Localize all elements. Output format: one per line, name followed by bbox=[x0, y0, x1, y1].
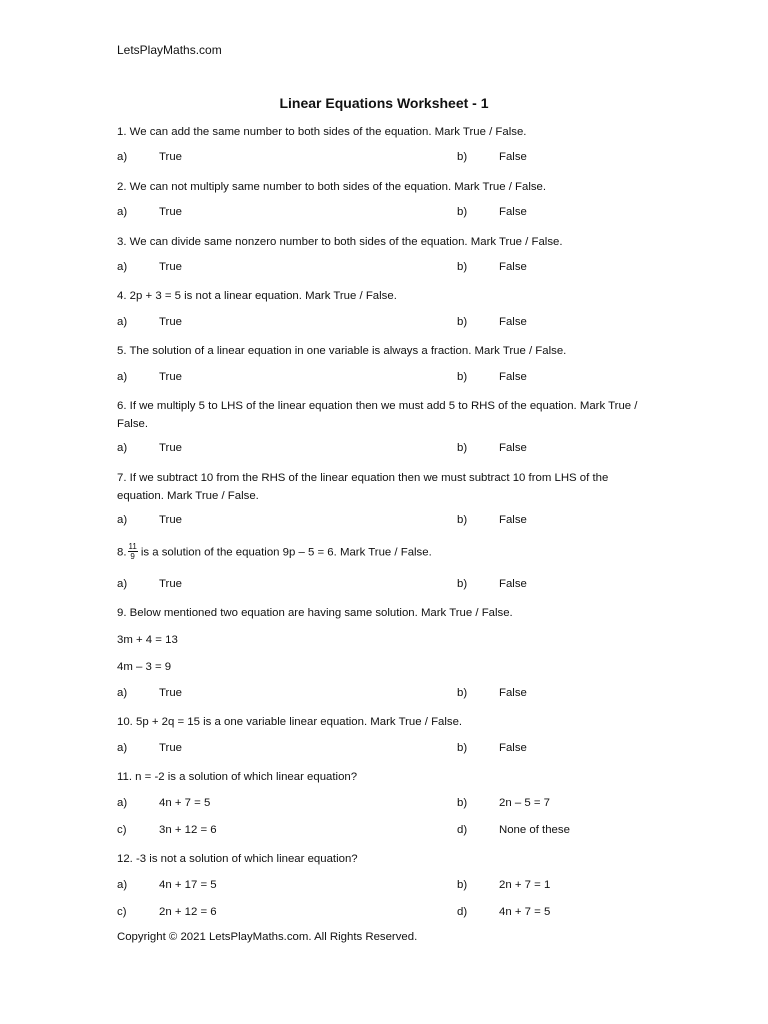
question-9: 9. Below mentioned two equation are having same solution. Mark True / False. bbox=[117, 607, 513, 619]
site-name: LetsPlayMaths.com bbox=[117, 43, 222, 57]
question-7: 7. If we subtract 10 from the RHS of the linear equation then we must subtract 10 from LHS of the equation. Mark True / False. bbox=[117, 472, 609, 502]
copyright-footer: Copyright © 2021 LetsPlayMaths.com. All Rights Reserved. bbox=[117, 931, 418, 943]
question-4-option-b: False bbox=[499, 316, 527, 328]
option-label-b: b) bbox=[457, 261, 468, 273]
question-8-option-a: True bbox=[159, 578, 182, 590]
question-10-option-a: True bbox=[159, 742, 182, 754]
question-12-option-b: 2n + 7 = 1 bbox=[499, 879, 551, 891]
option-label-a: a) bbox=[117, 261, 128, 273]
option-label-b: b) bbox=[457, 879, 468, 891]
option-label-d: d) bbox=[457, 906, 468, 918]
question-8-option-b: False bbox=[499, 578, 527, 590]
option-label-b: b) bbox=[457, 151, 468, 163]
option-label-a: a) bbox=[117, 797, 128, 809]
option-label-a: a) bbox=[117, 578, 128, 590]
question-11: 11. n = -2 is a solution of which linear equation? bbox=[117, 771, 358, 783]
option-label-c: c) bbox=[117, 906, 127, 918]
question-7-option-b: False bbox=[499, 514, 527, 526]
fraction-numerator: 11 bbox=[128, 542, 137, 551]
option-label-a: a) bbox=[117, 371, 128, 383]
question-9-option-a: True bbox=[159, 687, 182, 699]
fraction-denominator: 9 bbox=[130, 552, 135, 561]
option-label-a: a) bbox=[117, 206, 128, 218]
question-5-option-a: True bbox=[159, 371, 182, 383]
question-1-option-a: True bbox=[159, 151, 182, 163]
option-label-d: d) bbox=[457, 824, 468, 836]
option-label-b: b) bbox=[457, 742, 468, 754]
question-3-option-a: True bbox=[159, 261, 182, 273]
option-label-b: b) bbox=[457, 687, 468, 699]
question-9-option-b: False bbox=[499, 687, 527, 699]
question-12-option-c: 2n + 12 = 6 bbox=[159, 906, 217, 918]
question-6-option-a: True bbox=[159, 442, 182, 454]
question-3: 3. We can divide same nonzero number to both sides of the equation. Mark True / False. bbox=[117, 236, 563, 248]
option-label-b: b) bbox=[457, 578, 468, 590]
option-label-a: a) bbox=[117, 514, 128, 526]
option-label-b: b) bbox=[457, 514, 468, 526]
question-5: 5. The solution of a linear equation in one variable is always a fraction. Mark True / False. bbox=[117, 345, 567, 357]
option-label-b: b) bbox=[457, 206, 468, 218]
page-title: Linear Equations Worksheet - 1 bbox=[279, 95, 489, 111]
option-label-c: c) bbox=[117, 824, 127, 836]
question-2-option-b: False bbox=[499, 206, 527, 218]
question-11-option-c: 3n + 12 = 6 bbox=[159, 824, 217, 836]
question-11-option-a: 4n + 7 = 5 bbox=[159, 797, 211, 809]
option-label-b: b) bbox=[457, 442, 468, 454]
question-4: 4. 2p + 3 = 5 is not a linear equation. Mark True / False. bbox=[117, 290, 397, 302]
question-10: 10. 5p + 2q = 15 is a one variable linear equation. Mark True / False. bbox=[117, 716, 463, 728]
question-2: 2. We can not multiply same number to both sides of the equation. Mark True / False. bbox=[117, 181, 547, 193]
question-1: 1. We can add the same number to both sides of the equation. Mark True / False. bbox=[117, 126, 527, 138]
option-label-a: a) bbox=[117, 687, 128, 699]
question-12: 12. -3 is not a solution of which linear equation? bbox=[117, 853, 358, 865]
question-11-option-b: 2n – 5 = 7 bbox=[499, 797, 550, 809]
fraction bbox=[128, 542, 138, 561]
question-8-number: 8. bbox=[117, 546, 127, 559]
option-label-a: a) bbox=[117, 316, 128, 328]
question-2-option-a: True bbox=[159, 206, 182, 218]
question-6-option-b: False bbox=[499, 442, 527, 454]
question-7-option-a: True bbox=[159, 514, 182, 526]
question-4-option-a: True bbox=[159, 316, 182, 328]
question-8 bbox=[117, 543, 432, 562]
option-label-b: b) bbox=[457, 316, 468, 328]
question-9-equation-2: 4m – 3 = 9 bbox=[117, 661, 172, 673]
option-label-b: b) bbox=[457, 797, 468, 809]
question-9-equation-1: 3m + 4 = 13 bbox=[117, 634, 178, 646]
question-12-option-a: 4n + 17 = 5 bbox=[159, 879, 217, 891]
question-10-option-b: False bbox=[499, 742, 527, 754]
question-8-text: is a solution of the equation 9p – 5 = 6. Mark True / False. bbox=[140, 546, 432, 559]
option-label-a: a) bbox=[117, 879, 128, 891]
option-label-b: b) bbox=[457, 371, 468, 383]
question-1-option-b: False bbox=[499, 151, 527, 163]
question-12-option-d: 4n + 7 = 5 bbox=[499, 906, 551, 918]
option-label-a: a) bbox=[117, 151, 128, 163]
question-5-option-b: False bbox=[499, 371, 527, 383]
question-6: 6. If we multiply 5 to LHS of the linear equation then we must add 5 to RHS of the equation. Mark True / False. bbox=[117, 400, 638, 430]
option-label-a: a) bbox=[117, 742, 128, 754]
question-3-option-b: False bbox=[499, 261, 527, 273]
question-11-option-d: None of these bbox=[499, 824, 570, 836]
option-label-a: a) bbox=[117, 442, 128, 454]
